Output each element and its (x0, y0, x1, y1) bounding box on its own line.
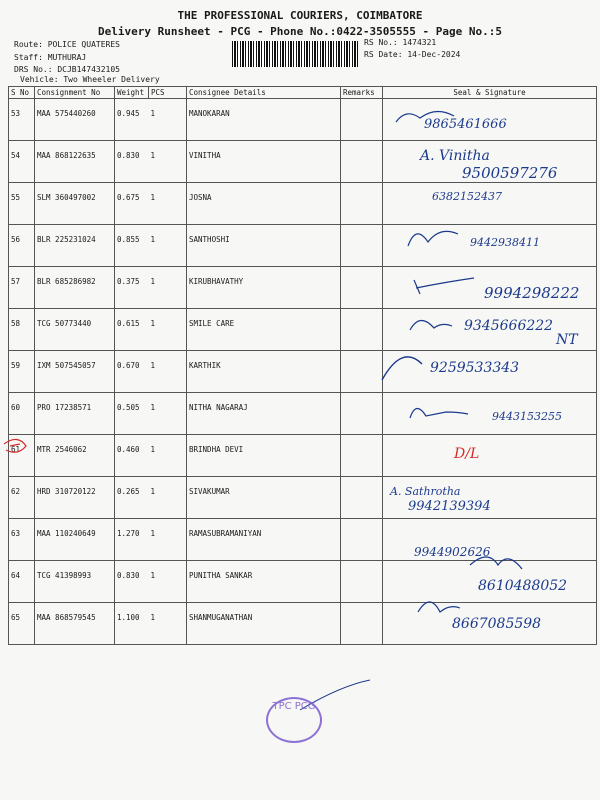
consignee-name: NITHA NAGARAJ (187, 393, 341, 435)
col-consignment: Consignment No (35, 87, 115, 99)
signature-62-name: A. Sathrotha (390, 485, 461, 498)
consignment-number: MTR 2546062 (35, 435, 115, 477)
consignee-name: BRINDHA DEVI (187, 435, 341, 477)
pieces: 1 (149, 351, 187, 393)
col-sno: S No (9, 87, 35, 99)
pieces: 1 (149, 141, 187, 183)
consignment-number: TCG 50773440 (35, 309, 115, 351)
serial-number: 54 (9, 141, 35, 183)
scribble-56 (408, 231, 458, 246)
scribble-59 (382, 357, 422, 380)
serial-number: 53 (9, 99, 35, 141)
consignee-name: KARTHIK (187, 351, 341, 393)
weight: 0.830 (115, 561, 149, 603)
pieces: 1 (149, 477, 187, 519)
weight: 0.945 (115, 99, 149, 141)
pieces: 1 (149, 183, 187, 225)
pieces: 1 (149, 309, 187, 351)
consignment-number: BLR 225231024 (35, 225, 115, 267)
scribble-58 (410, 320, 452, 330)
pieces: 1 (149, 435, 187, 477)
signature-65: 8667085598 (452, 616, 542, 632)
consignment-number: MAA 868122635 (35, 141, 115, 183)
weight: 0.675 (115, 183, 149, 225)
col-remarks: Remarks (341, 87, 383, 99)
signature-58: 9345666222 (464, 318, 554, 334)
remark-61: D/L (454, 446, 480, 462)
mark-61 (4, 439, 26, 452)
consignment-number: TCG 41398993 (35, 561, 115, 603)
vehicle-label: Vehicle: Two Wheeler Delivery (20, 75, 160, 84)
consignment-number: PRO 17238571 (35, 393, 115, 435)
serial-number: 60 (9, 393, 35, 435)
serial-number: 61 (9, 435, 35, 477)
consignment-number: MAA 575440260 (35, 99, 115, 141)
pieces: 1 (149, 267, 187, 309)
col-pcs: PCS (149, 87, 187, 99)
weight: 0.375 (115, 267, 149, 309)
signature-55: 6382152437 (432, 190, 502, 203)
serial-number: 57 (9, 267, 35, 309)
signature-53: 9865461666 (424, 117, 507, 132)
consignment-number: HRD 310720122 (35, 477, 115, 519)
consignment-number: IXM 507545057 (35, 351, 115, 393)
consignee-name: SIVAKUMAR (187, 477, 341, 519)
serial-number: 63 (9, 519, 35, 561)
weight: 0.460 (115, 435, 149, 477)
company-title: THE PROFESSIONAL COURIERS, COIMBATORE (177, 9, 423, 22)
scribble-60 (410, 408, 468, 418)
pieces: 1 (149, 225, 187, 267)
signature-63: 9944902626 (414, 545, 491, 559)
signature-54-name: A. Vinitha (420, 148, 490, 164)
consignee-name: SHANMUGANATHAN (187, 603, 341, 645)
rs-number: RS No.: 1474321 (364, 38, 437, 47)
consignee-name: JOSNA (187, 183, 341, 225)
consignee-name: RAMASUBRAMANIYAN (187, 519, 341, 561)
scribble-57 (414, 278, 474, 294)
serial-number: 62 (9, 477, 35, 519)
serial-number: 58 (9, 309, 35, 351)
staff-label: Staff: MUTHURAJ (14, 53, 87, 62)
runsheet-subtitle: Delivery Runsheet - PCG - Phone No.:0422-3505555 - Page No.:5 (98, 25, 502, 38)
company-stamp: TPC PCG (266, 697, 322, 743)
consignee-name: MANOKARAN (187, 99, 341, 141)
pieces: 1 (149, 99, 187, 141)
signature-54-phone: 9500597276 (462, 164, 558, 182)
weight: 0.265 (115, 477, 149, 519)
serial-number: 56 (9, 225, 35, 267)
col-weight: Weight (115, 87, 149, 99)
signature-57: 9994298222 (484, 284, 580, 302)
rs-date: RS Date: 14-Dec-2024 (364, 50, 461, 59)
consignment-number: MAA 110240649 (35, 519, 115, 561)
signature-58-note: NT (556, 332, 578, 348)
weight: 0.670 (115, 351, 149, 393)
signature-56: 9442938411 (470, 236, 540, 249)
route-label: Route: POLICE QUATERES (14, 40, 120, 49)
serial-number: 65 (9, 603, 35, 645)
weight: 1.270 (115, 519, 149, 561)
consignment-number: SLM 360497002 (35, 183, 115, 225)
signature-60: 9443153255 (492, 410, 562, 423)
scribble-65 (418, 602, 460, 612)
pieces: 1 (149, 561, 187, 603)
pieces: 1 (149, 393, 187, 435)
weight: 0.505 (115, 393, 149, 435)
serial-number: 55 (9, 183, 35, 225)
consignee-name: SMILE CARE (187, 309, 341, 351)
col-signature: Seal & Signature (383, 87, 597, 99)
consignee-name: PUNITHA SANKAR (187, 561, 341, 603)
pieces: 1 (149, 519, 187, 561)
consignment-number: MAA 868579545 (35, 603, 115, 645)
signature-59: 9259533343 (430, 360, 520, 376)
weight: 1.100 (115, 603, 149, 645)
scribble-64 (470, 557, 522, 569)
weight: 0.615 (115, 309, 149, 351)
consignment-number: BLR 685286982 (35, 267, 115, 309)
serial-number: 64 (9, 561, 35, 603)
signature-64: 8610488052 (478, 578, 568, 594)
consignee-name: KIRUBHAVATHY (187, 267, 341, 309)
weight: 0.855 (115, 225, 149, 267)
consignee-name: SANTHOSHI (187, 225, 341, 267)
serial-number: 59 (9, 351, 35, 393)
consignee-name: VINITHA (187, 141, 341, 183)
weight: 0.830 (115, 141, 149, 183)
pieces: 1 (149, 603, 187, 645)
drs-number: DRS No.: DCJB147432105 (14, 65, 120, 74)
col-consignee: Consignee Details (187, 87, 341, 99)
signature-62-phone: 9942139394 (408, 499, 491, 514)
